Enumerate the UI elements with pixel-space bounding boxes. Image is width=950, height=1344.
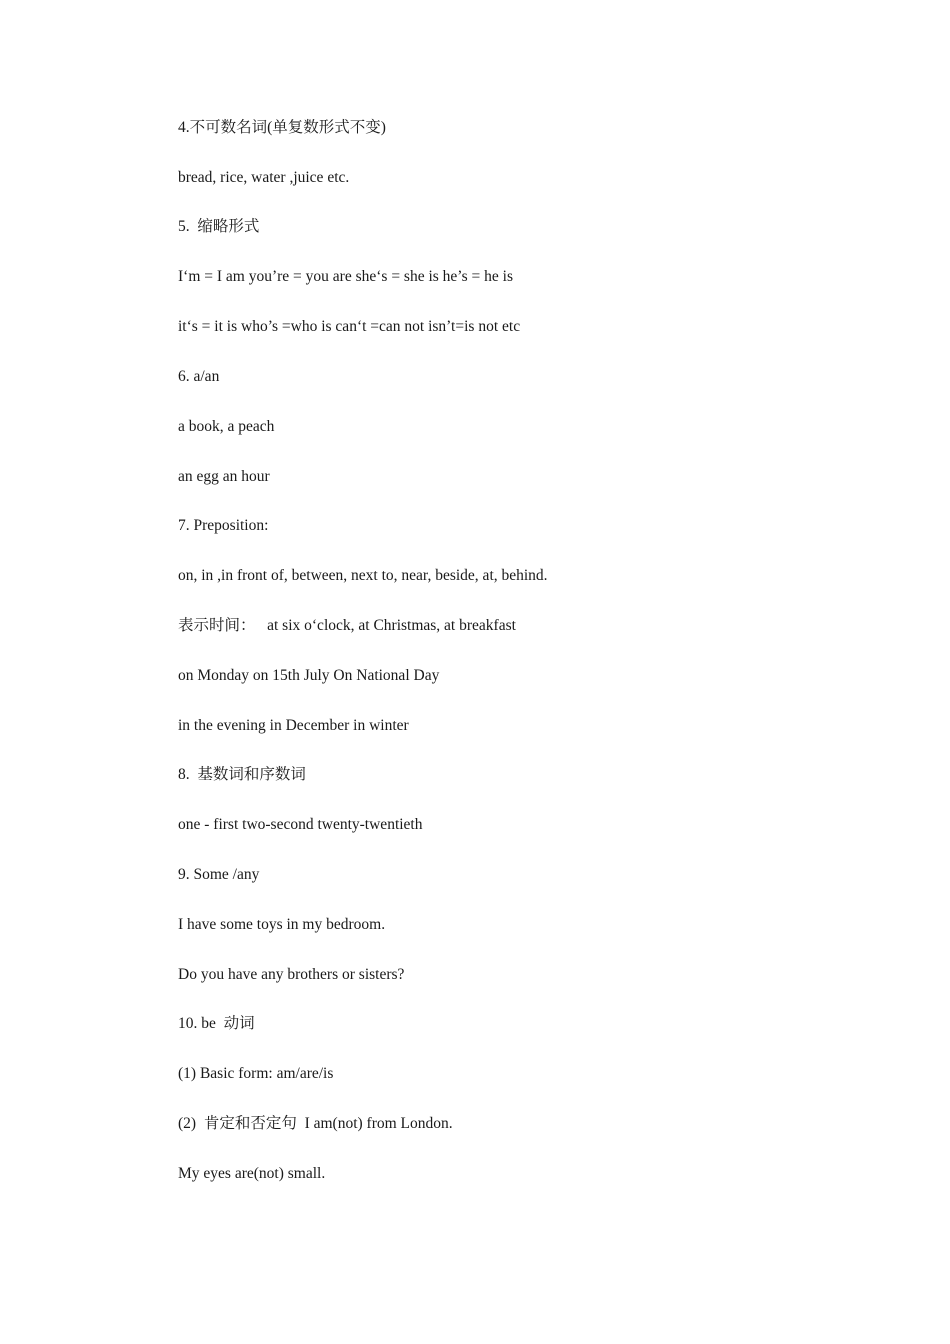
example-article-a: a book, a peach bbox=[178, 418, 275, 435]
example-article-an: an egg an hour bbox=[178, 468, 270, 485]
example-contractions-2: it‘s = it is who’s =who is can‘t =can not isn’t=is not etc bbox=[178, 318, 521, 335]
example-any: Do you have any brothers or sisters? bbox=[178, 966, 405, 983]
example-uncountable-nouns: bread, rice, water ,juice etc. bbox=[178, 169, 350, 186]
section-heading-be-verb: 10. be 动词 bbox=[178, 1015, 255, 1032]
be-verb-positive-negative: (2) 肯定和否定句 I am(not) from London. bbox=[178, 1115, 453, 1132]
example-contractions-1: I‘m = I am you’re = you are she‘s = she is he’s = he is bbox=[178, 268, 513, 285]
example-some: I have some toys in my bedroom. bbox=[178, 916, 386, 933]
section-heading-contractions: 5. 缩略形式 bbox=[178, 218, 260, 235]
section-heading-prepositions: 7. Preposition: bbox=[178, 517, 269, 534]
be-verb-example: My eyes are(not) small. bbox=[178, 1165, 326, 1182]
example-prepositions-time-in: in the evening in December in winter bbox=[178, 717, 409, 734]
example-numerals: one - first two-second twenty-twentieth bbox=[178, 816, 423, 833]
section-heading-articles: 6. a/an bbox=[178, 368, 220, 385]
be-verb-basic-form: (1) Basic form: am/are/is bbox=[178, 1065, 334, 1082]
example-prepositions-time-at: 表示时间： at six o‘clock, at Christmas, at breakfast bbox=[178, 617, 516, 634]
section-heading-numerals: 8. 基数词和序数词 bbox=[178, 766, 306, 783]
section-heading-some-any: 9. Some /any bbox=[178, 866, 260, 883]
example-prepositions-time-on: on Monday on 15th July On National Day bbox=[178, 667, 440, 684]
section-heading-uncountable-nouns: 4.不可数名词(单复数形式不变) bbox=[178, 119, 386, 136]
example-prepositions-place: on, in ,in front of, between, next to, near, beside, at, behind. bbox=[178, 567, 548, 584]
